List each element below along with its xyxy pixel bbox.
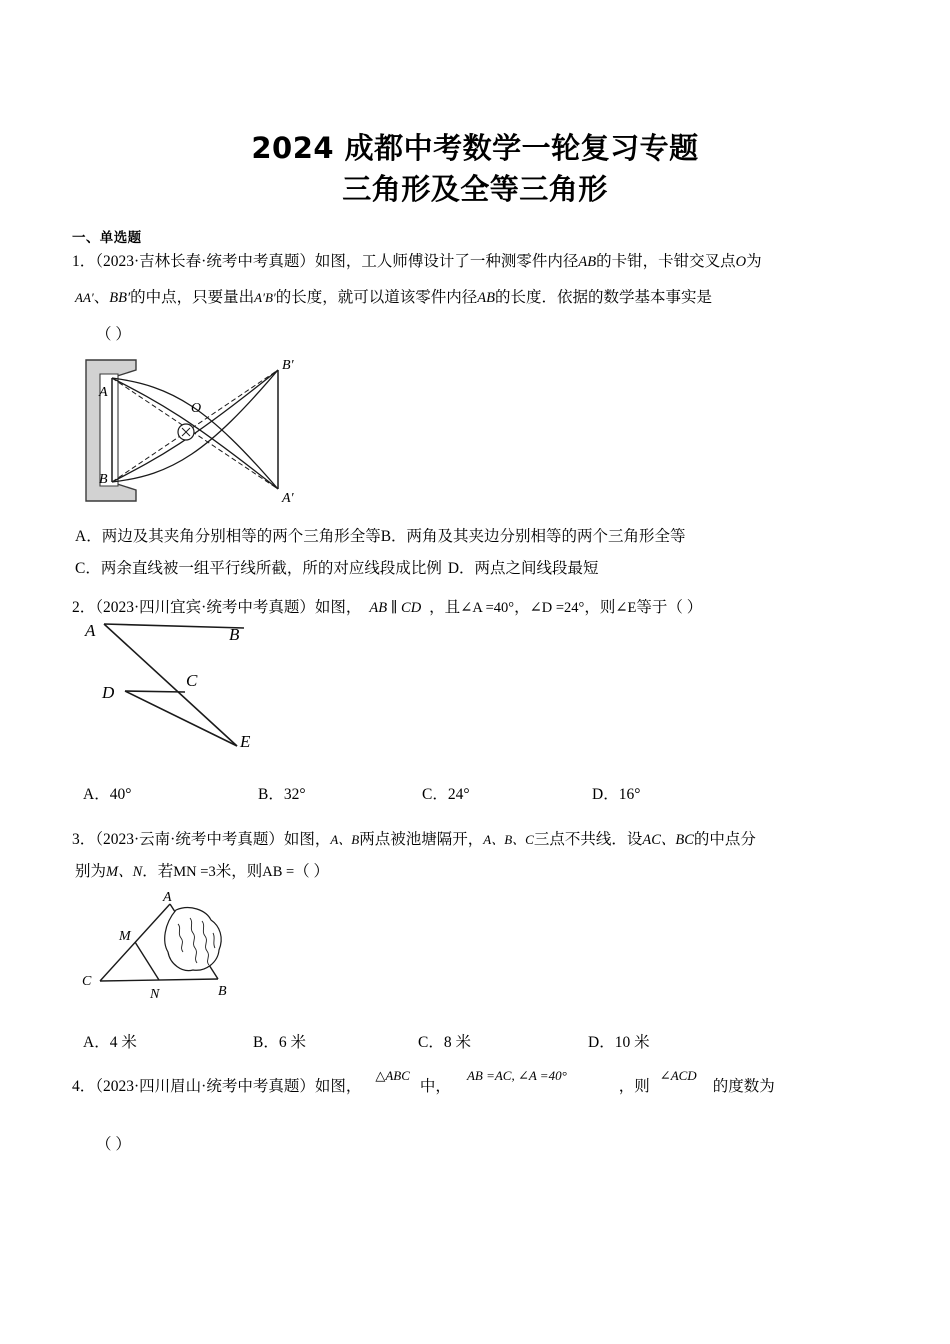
q1-option-b: B．两角及其夹边分别相等的两个三角形全等 (380, 528, 686, 545)
q4-math-triangle-abc: △ABC (375, 1068, 410, 1083)
pond-triangle-svg (78, 888, 263, 1008)
q3-option-d: D．10 米 (588, 1034, 650, 1051)
figure-pond-triangle (78, 888, 263, 1008)
q1-option-a: A．两边及其夹角分别相等的两个三角形全等 (75, 528, 381, 545)
q4-source: （2023·四川眉山·统考中考真题） (95, 1078, 315, 1095)
q4-math-conditions: AB =AC, ∠A =40° (466, 1068, 567, 1083)
q2-text-c: ， (514, 599, 530, 616)
title-line-2: 三角形及全等三角形 (342, 172, 608, 206)
label-b: B (99, 472, 108, 487)
label-e: E (240, 732, 251, 751)
q2-text-d: ，则 (584, 599, 616, 616)
caliper-svg (78, 356, 313, 511)
q4-text-b: 中， (419, 1078, 451, 1095)
label-c: C (186, 671, 198, 690)
q2-option-d: D．16° (592, 786, 641, 803)
label-b: B (229, 625, 240, 644)
q3-text-b: 两点被池塘隔开， (359, 831, 484, 848)
q2-text-a: 如图， (314, 599, 362, 616)
q1-options-row-1 (75, 524, 686, 546)
q4-text-c: ，则 (618, 1078, 650, 1095)
q3-text-g: 米，则 (215, 863, 263, 880)
section-heading: 一、单选题 (72, 230, 142, 246)
q3-math-mn-value: MN =3 (173, 864, 216, 880)
q1-text-e: 的长度，就可以道该零件内径 (275, 289, 478, 306)
q1-text-d: 的中点，只要量出 (130, 289, 255, 306)
q2-source: （2023·四川宜宾·统考中考真题） (95, 599, 315, 616)
q3-text-f: ．若 (142, 863, 174, 880)
q1-text-a: 如图，工人师傅设计了一种测零件内径 (314, 253, 579, 270)
q1-number: 1． (72, 253, 96, 270)
q4-answer-blank: （ ） (96, 1136, 131, 1153)
q3-text-d: 的中点分 (693, 831, 756, 848)
q4-text-a: 如图， (314, 1078, 362, 1095)
question-3-line-1 (72, 830, 756, 850)
q4-number: 4． (72, 1078, 96, 1095)
label-a-prime: A′ (282, 491, 294, 506)
segment-ab (104, 624, 244, 628)
q2-option-a: A．40° (83, 786, 132, 803)
label-a: A (99, 385, 108, 400)
q4-math-angle-acd: ∠ACD (659, 1068, 697, 1083)
q2-math-angle-a: ∠A =40° (460, 600, 515, 616)
q1-math-ab2: AB (477, 290, 495, 306)
label-m: M (119, 929, 131, 944)
figure-caliper (78, 356, 313, 511)
q2-number: 2． (72, 599, 96, 616)
q3-text-c: 三点不共线．设 (533, 831, 643, 848)
label-b-prime: B′ (282, 358, 294, 373)
question-1-line-1 (72, 252, 762, 272)
q1-option-d: D．两点之间线段最短 (447, 560, 599, 577)
q3-math-acbc: AC、BC (642, 832, 694, 848)
title-line-1: 2024 成都中考数学一轮复习专题 (251, 131, 699, 165)
label-b: B (218, 984, 227, 999)
q1-options-row-2 (75, 556, 599, 578)
q2-math-angle-d: ∠D =24° (529, 600, 585, 616)
q3-text-h: （ ） (294, 863, 330, 880)
label-a: A (85, 621, 96, 640)
q1-math-o: O (735, 254, 747, 270)
q1-option-c: C．两余直线被一组平行线所截，所的对应线段成比例 (75, 560, 442, 577)
q3-option-a: A．4 米 (83, 1034, 137, 1051)
q1-answer-blank: （ ） (96, 326, 131, 343)
q3-math-ab: A、B (330, 832, 360, 847)
q2-text-e: 等于（ ） (636, 599, 703, 616)
figure-parallel-angles (72, 616, 322, 764)
q3-option-c: C．8 米 (418, 1034, 471, 1051)
q1-math-bb: BB′ (109, 290, 131, 306)
q3-text-e: 别为 (75, 863, 107, 880)
q3-option-b: B．6 米 (253, 1034, 306, 1051)
q3-text-a: 如图， (283, 831, 331, 848)
pond-outline (165, 908, 221, 971)
q1-text-b: 的卡钳，卡钳交叉点 (596, 253, 736, 270)
label-a: A (163, 890, 172, 905)
q2-text-b: ，且 (429, 599, 461, 616)
q1-source: （2023·吉林长春·统考中考真题） (95, 253, 315, 270)
label-n: N (150, 987, 160, 1002)
segment-de (125, 691, 237, 746)
q2-math-abcd: AB ∥ CD (369, 600, 422, 616)
q1-math-aa: AA′ (75, 290, 94, 305)
q4-text-d: 的度数为 (712, 1078, 775, 1095)
q3-number: 3． (72, 831, 96, 848)
q2-option-b: B．32° (258, 786, 306, 803)
q3-math-mn-labels: M、N (106, 864, 143, 880)
label-d: D (102, 683, 115, 702)
question-1-line-2 (75, 288, 712, 308)
q3-math-abc: A、B、C (483, 832, 534, 847)
q3-source: （2023·云南·统考中考真题） (95, 831, 284, 848)
question-2-line-1 (72, 598, 702, 618)
q1-sep-1: 、 (93, 289, 110, 306)
q1-text-c: 为 (746, 253, 762, 270)
document-title (0, 128, 950, 210)
segment-mn (135, 942, 159, 980)
q2-option-c: C．24° (422, 786, 470, 803)
segment-dc (125, 691, 185, 692)
q1-math-apbp: A′B′ (254, 290, 276, 305)
q1-math-ab: AB (578, 254, 597, 270)
parallel-angles-svg (72, 616, 322, 764)
q1-text-f: 的长度．依据的数学基本事实是 (494, 289, 712, 306)
question-3-line-2 (75, 862, 329, 882)
q2-math-angle-e: ∠E (615, 600, 637, 616)
label-c: C (82, 974, 92, 989)
label-o: O (191, 401, 202, 416)
q3-math-ab-eq: AB = (262, 864, 295, 880)
segment-ae (104, 624, 237, 746)
